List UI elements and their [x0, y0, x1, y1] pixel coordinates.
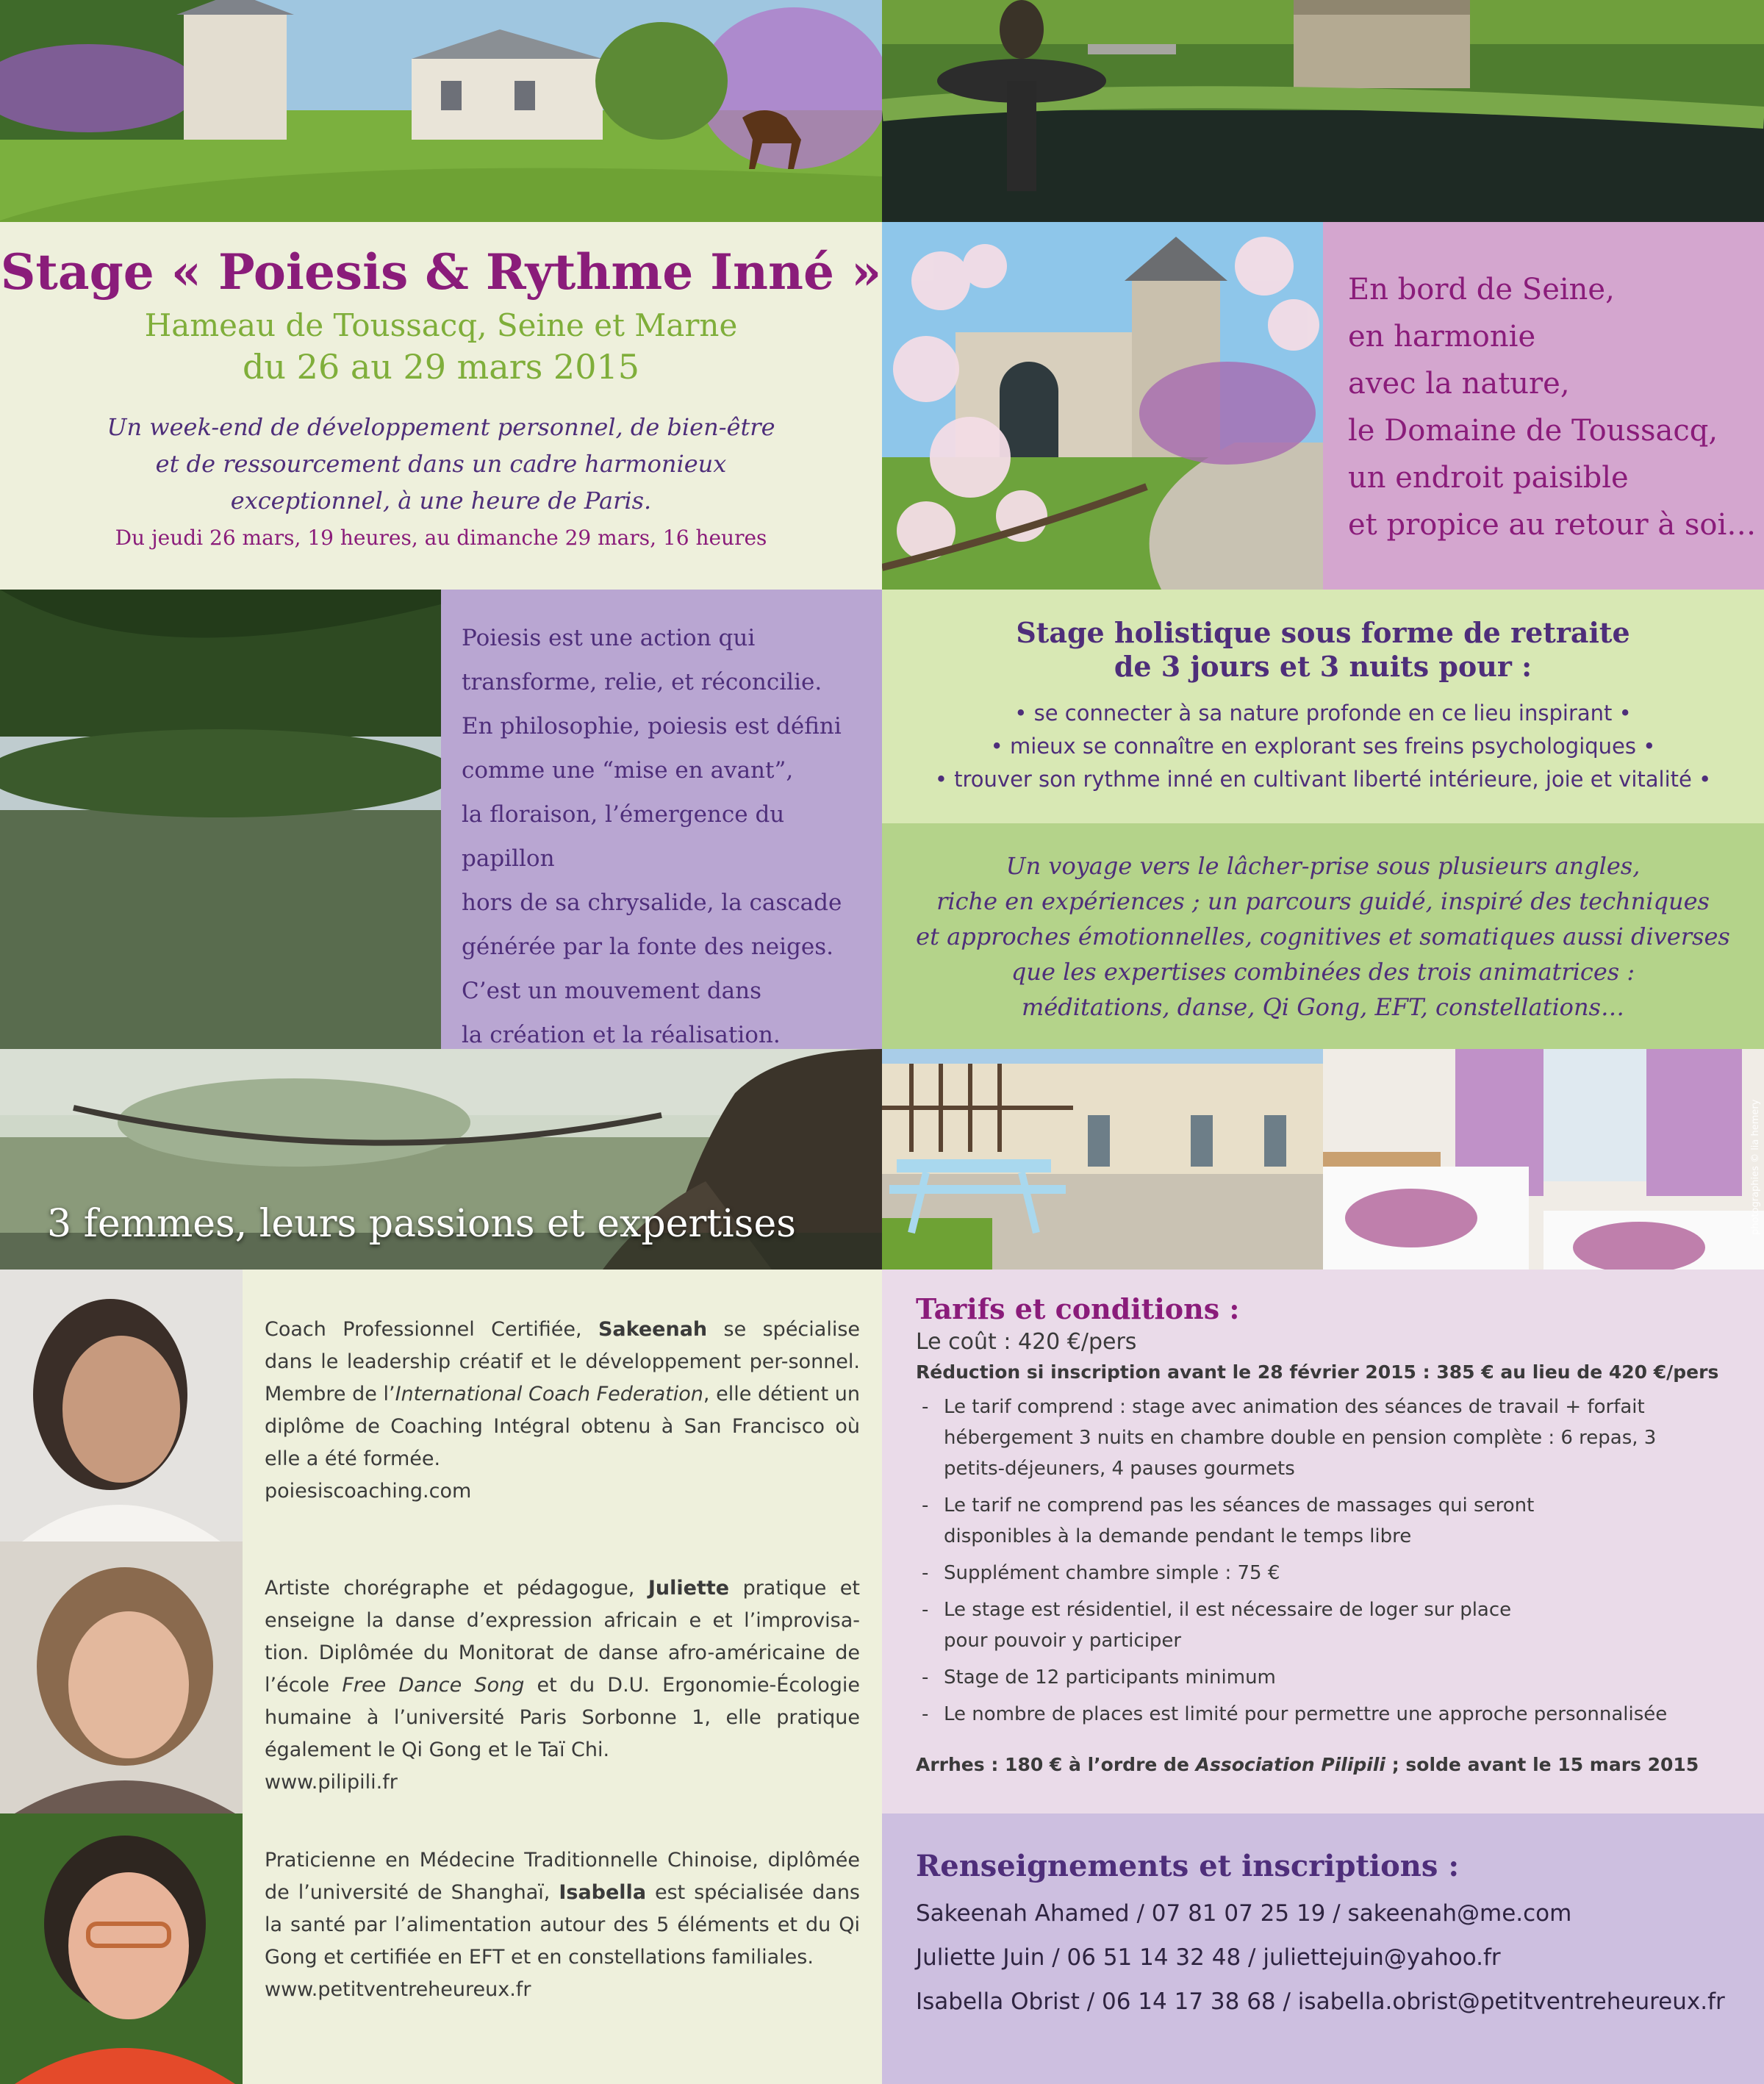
- voyage-text: [882, 848, 1764, 1025]
- bio-sakeenah: Coach Professionnel Certifiée, Sakeenah se spécialise dans le leadership créatif et le développement per-sonnel. Membre de l’International Coach Federation, elle détient un diplôme de Coaching Intégral obtenu à San Francisco où elle a été formée. poiesiscoaching.com: [265, 1314, 860, 1508]
- photo-farmhouse-horse: [0, 0, 882, 222]
- poiesis-line: Poiesis est une action qui: [462, 625, 756, 651]
- poiesis-line: En philosophie, poiesis est défini: [462, 713, 842, 740]
- voyage-line: Un voyage vers le lâcher-prise sous plusieurs angles,: [1005, 852, 1641, 880]
- contact-line[interactable]: Juliette Juin / 06 51 14 32 48 / juliettejuin@yahoo.fr: [916, 1944, 1501, 1971]
- women-heading: 3 femmes, leurs passions et expertises: [47, 1202, 796, 1246]
- bio-website[interactable]: www.petitventreheureux.fr: [265, 1978, 531, 2001]
- holistic-bullet: • trouver son rythme inné en cultivant liberté intérieure, joie et vitalité •: [934, 767, 1712, 792]
- holistic-title-line: Stage holistique sous forme de retraite: [1016, 616, 1630, 649]
- photo-credit: photographies © lia hemery: [1750, 1099, 1761, 1235]
- bio-name: Isabella: [559, 1881, 647, 1904]
- poiesis-line: C’est un mouvement dans: [462, 978, 762, 1004]
- seine-line: et propice au retour à soi…: [1348, 508, 1757, 542]
- dates-subtitle: du 26 au 29 mars 2015: [242, 347, 639, 387]
- location-subtitle: Hameau de Toussacq, Seine et Marne: [144, 307, 738, 343]
- voyage-line: méditations, danse, Qi Gong, EFT, constellations…: [1022, 993, 1624, 1021]
- tarifs-cost: Le coût : 420 €/pers: [916, 1329, 1137, 1355]
- tarifs-list: [916, 1392, 1695, 1730]
- contact-lines: [916, 1891, 1764, 2024]
- seine-line: avec la nature,: [1348, 367, 1570, 401]
- schedule-text: Du jeudi 26 mars, 19 heures, au dimanche 29 mars, 16 heures: [115, 526, 767, 550]
- bio-isabella: Praticienne en Médecine Traditionnelle Chinoise, diplômée de l’université de Shanghaï, Isabella est spécialisée dans la santé par l’alimentation autour des 5 éléments et du Qi Gong et certifiée en EFT et en constellations familiales. www.petitventreheureux.fr: [265, 1844, 860, 2006]
- seine-line: un endroit paisible: [1348, 461, 1629, 495]
- photo-half-timbered-courtyard: [882, 1049, 1323, 1270]
- tarifs-arrhes: Arrhes : 180 € à l’ordre de Association Pilipili ; solde avant le 15 mars 2015: [916, 1754, 1699, 1775]
- seine-line: En bord de Seine,: [1348, 273, 1615, 307]
- tarifs-item: - Le stage est résidentiel, il est nécessaire de loger sur place pour pouvoir y participer: [916, 1594, 1546, 1656]
- contact-line[interactable]: Isabella Obrist / 06 14 17 38 68 / isabella.obrist@petitventreheureux.fr: [916, 1988, 1725, 2015]
- title-panel: [0, 222, 882, 590]
- poiesis-line: comme une “mise en avant”,: [462, 757, 794, 784]
- poiesis-line: la création et la réalisation.: [462, 1022, 781, 1048]
- photo-hammock-tree: [0, 1049, 882, 1270]
- bios-panel: [243, 1270, 882, 2084]
- intro-line: exceptionnel, à une heure de Paris.: [230, 487, 652, 515]
- tarifs-item: - Le tarif comprend : stage avec animation des séances de travail + forfait hébergement 3 nuits en chambre double en pension complète : 6 repas, 3 petits-déjeuners, 4 pauses gourmets: [916, 1392, 1679, 1484]
- contact-title: Renseignements et inscriptions :: [916, 1849, 1460, 1883]
- photo-bedroom: [1323, 1049, 1764, 1270]
- tarifs-item: - Stage de 12 participants minimum: [916, 1662, 1695, 1693]
- poiesis-text: [462, 616, 882, 1049]
- holistic-title: [882, 616, 1764, 684]
- contact-panel: [882, 1813, 1764, 2084]
- bio-juliette: Artiste chorégraphe et pédagogue, Juliette pratique et enseigne la danse d’expression africain e et l’improvisa-tion. Diplômée du Monitorat de danse afro-américaine de l’école Free Dance Song et du D.U. Ergonomie-Écologie humaine à l’université Paris Sorbonne 1, elle pratique également le Qi Gong et le Taï Chi. www.pilipili.fr: [265, 1572, 860, 1799]
- poiesis-panel: [441, 590, 882, 1049]
- seine-panel: [1323, 222, 1764, 590]
- bio-name: Sakeenah: [598, 1318, 708, 1341]
- portrait-juliette: [0, 1541, 243, 1813]
- intro-text: [0, 409, 882, 519]
- holistic-bullets: [882, 697, 1764, 796]
- poiesis-line: la floraison, l’émergence du papillon: [462, 801, 785, 872]
- bio-website[interactable]: www.pilipili.fr: [265, 1771, 398, 1794]
- poiesis-line: hors de sa chrysalide, la cascade: [462, 889, 842, 916]
- tarifs-title: Tarifs et conditions :: [916, 1292, 1240, 1325]
- photo-dovecote-blossom: [882, 222, 1323, 590]
- tarifs-item: - Le nombre de places est limité pour permettre une approche personnalisée: [916, 1699, 1695, 1730]
- bio-website[interactable]: poiesiscoaching.com: [265, 1480, 472, 1503]
- portrait-isabella: [0, 1813, 243, 2084]
- holistic-title-line: de 3 jours et 3 nuits pour :: [1114, 650, 1532, 683]
- poiesis-line: générée par la fonte des neiges.: [462, 934, 834, 960]
- tarifs-reduction: Réduction si inscription avant le 28 février 2015 : 385 € au lieu de 420 €/pers: [916, 1361, 1719, 1383]
- contact-line[interactable]: Sakeenah Ahamed / 07 81 07 25 19 / sakeenah@me.com: [916, 1900, 1572, 1927]
- seine-line: le Domaine de Toussacq,: [1348, 414, 1718, 448]
- seine-line: en harmonie: [1348, 320, 1536, 354]
- voyage-line: que les expertises combinées des trois animatrices :: [1011, 958, 1635, 986]
- poiesis-line: transforme, relie, et réconcilie.: [462, 669, 822, 695]
- tarifs-panel: [882, 1270, 1764, 1813]
- page-title: Stage « Poiesis & Rythme Inné »: [0, 243, 882, 301]
- photo-river: [0, 590, 441, 1049]
- voyage-line: riche en expériences ; un parcours guidé, inspiré des techniques: [936, 887, 1710, 915]
- seine-text: [1348, 266, 1764, 548]
- voyage-line: et approches émotionnelles, cognitives et somatiques aussi diverses: [916, 923, 1730, 950]
- voyage-panel: [882, 823, 1764, 1049]
- intro-line: Un week-end de développement personnel, de bien-être: [107, 413, 775, 441]
- photo-fountain-pond: [882, 0, 1764, 222]
- holistic-panel: [882, 590, 1764, 823]
- tarifs-item: - Le tarif ne comprend pas les séances de massages qui seront disponibles à la demande pendant le temps libre: [916, 1490, 1546, 1552]
- bio-name: Juliette: [648, 1577, 730, 1600]
- tarifs-item: - Supplément chambre simple : 75 €: [916, 1558, 1695, 1589]
- intro-line: et de ressourcement dans un cadre harmonieux: [155, 450, 727, 478]
- portrait-sakeenah: [0, 1270, 243, 1541]
- holistic-bullet: • mieux se connaître en explorant ses freins psychologiques •: [990, 734, 1656, 759]
- holistic-bullet: • se connecter à sa nature profonde en ce lieu inspirant •: [1014, 701, 1632, 726]
